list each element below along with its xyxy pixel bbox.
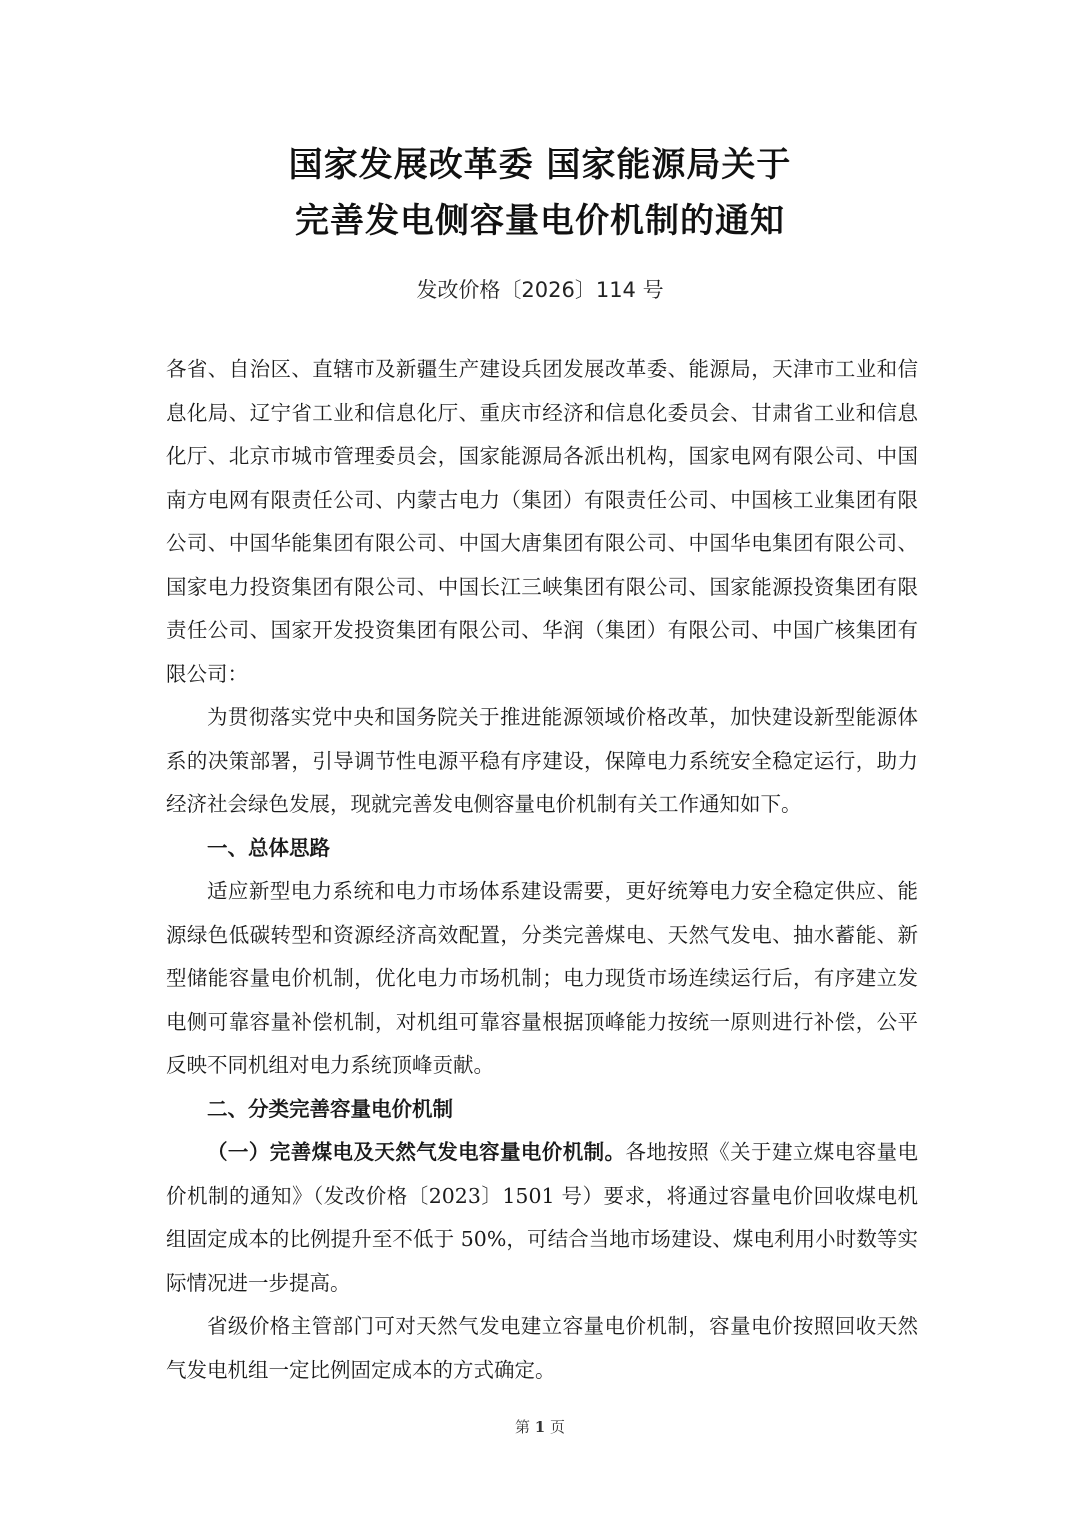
section-2-heading: 二、分类完善容量电价机制 — [207, 1096, 453, 1121]
section-1-paragraph: 适应新型电力系统和电力市场体系建设需要，更好统筹电力安全稳定供应、能源绿色低碳转型和资源经济高效配置，分类完善煤电、天然气发电、抽水蓄能、新型储能容量电价机制，优化电力市场机制；电力现货市场连续运行后，有序建立发电侧可靠容量补偿机制，对机组可靠容量根据顶峰能力按统一原则进行补偿，公平反映不同机组对电力系统顶峰贡献。 — [166, 879, 918, 1077]
document-number: 发改价格〔2026〕114 号 — [416, 278, 664, 302]
recipients-paragraph: 各省、自治区、直辖市及新疆生产建设兵团发展改革委、能源局，天津市工业和信息化局、辽宁省工业和信息化厅、重庆市经济和信息化委员会、甘肃省工业和信息化厅、北京市城市管理委员会，国家能源局各派出机构，国家电网有限公司、中国南方电网有限责任公司、内蒙古电力（集团）有限责任公司、中国核工业集团有限公司、中国华能集团有限公司、中国大唐集团有限公司、中国华电集团有限公司、国家电力投资集团有限公司、中国长江三峡集团有限公司、国家能源投资集团有限责任公司、国家开发投资集团有限公司、华润（集团）有限公司、中国广核集团有限公司： — [166, 357, 918, 686]
subsection-1-text: 各地按照《关于建立煤电容量电价机制的通知》（发改价格〔2023〕1501 号）要求，将通过容量电价回收煤电机组固定成本的比例提升至不低于 50%，可结合当地市场建设、煤电利用小时数等实际情况进一步提高。 — [166, 1140, 918, 1295]
page-label-prefix: 第 — [514, 1418, 530, 1436]
section-2-paragraph-2: 省级价格主管部门可对天然气发电建立容量电价机制，容量电价按照回收天然气发电机组一定比例固定成本的方式确定。 — [166, 1314, 918, 1382]
subsection-1-title: （一）完善煤电及天然气发电容量电价机制。 — [207, 1140, 626, 1164]
page-number: 1 — [534, 1418, 546, 1436]
section-2-subsection-1 — [166, 1131, 918, 1305]
document-title-line-1: 国家发展改革委 国家能源局关于 — [288, 145, 792, 185]
document-body — [166, 348, 918, 1392]
page-label-suffix: 页 — [550, 1418, 566, 1436]
section-1-heading: 一、总体思路 — [207, 835, 330, 860]
intro-paragraph: 为贯彻落实党中央和国务院关于推进能源领域价格改革，加快建设新型能源体系的决策部署，引导调节性电源平稳有序建设，保障电力系统安全稳定运行，助力经济社会绿色发展，现就完善发电侧容量电价机制有关工作通知如下。 — [166, 705, 918, 816]
document-title-line-2: 完善发电侧容量电价机制的通知 — [295, 201, 785, 241]
page-number-footer — [0, 1416, 1080, 1437]
